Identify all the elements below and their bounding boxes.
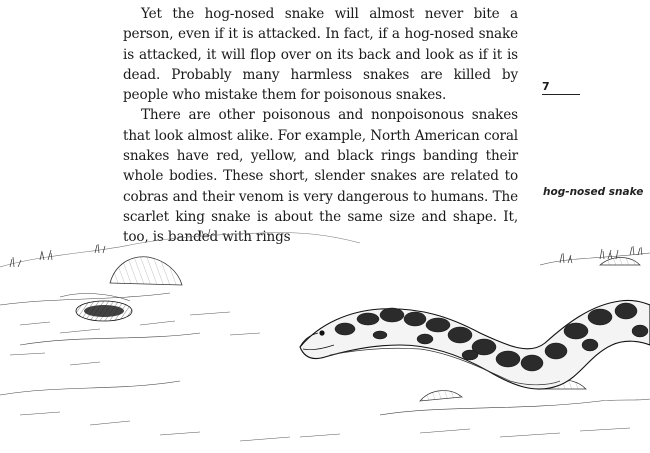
page-number: 7 bbox=[542, 80, 580, 95]
figure-caption: hog-nosed snake bbox=[543, 186, 644, 198]
snake-illustration bbox=[0, 205, 650, 453]
grass-tufts bbox=[10, 229, 642, 267]
rock bbox=[60, 257, 182, 301]
paragraph: Yet the hog-nosed snake will almost never bite a person, even if it is attacked. In fact, if a hog-nosed snake is attacked, it will flop over on its back and look as if it is dead. Probably many harmless snakes are killed by people who mistake them for poisonous snakes. bbox=[123, 6, 518, 104]
paragraph: There are other poisonous and nonpoisonous snakes that look almost alike. For example, North American coral snakes have red, yellow, and black rings banding their whole bodies. These short, slender snakes are related to cobras and their venom is very dangerous to humans. The scarlet king snake is about the same size and shape. It, too, is banded with rings bbox=[123, 107, 518, 246]
hog-nosed-snake-icon bbox=[300, 300, 650, 389]
